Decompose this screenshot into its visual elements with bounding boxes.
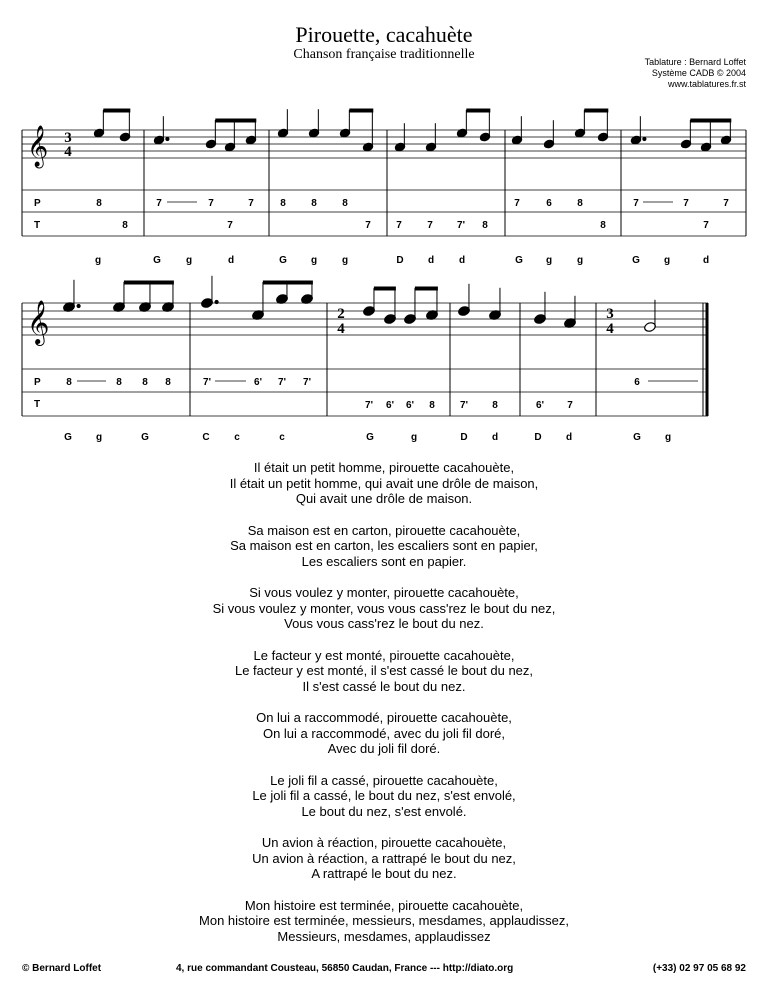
note-dot [77, 304, 80, 307]
footer-copyright: © Bernard Loffet [22, 963, 102, 974]
push-number: 7 [514, 198, 520, 209]
treble-clef: 𝄞 [27, 300, 50, 344]
time-sig-bottom: 4 [64, 144, 72, 160]
beam [691, 119, 731, 122]
notes [63, 276, 657, 333]
lyric-line: Mon histoire est terminée, pirouette cacahouète, [244, 897, 524, 913]
push-number: 7 [723, 198, 729, 209]
push-numbers [66, 377, 640, 388]
bass-chord: D [534, 432, 542, 443]
push-number: 8 [280, 198, 286, 209]
notes [93, 109, 731, 152]
lyrics [0, 460, 768, 960]
bass-chord: g [576, 255, 584, 266]
pull-number: 7 [227, 220, 233, 231]
bass-chord: G [279, 255, 287, 266]
lyric-line: Le joli fil a cassé, pirouette cacahouète, [270, 772, 498, 788]
verse [0, 460, 768, 507]
push-number: 8 [142, 377, 148, 388]
note-dot [643, 137, 646, 140]
bass-chord: G [515, 255, 523, 266]
row-label-push: P [34, 377, 41, 388]
push-number: 8 [577, 198, 583, 209]
bass-chord: G [632, 255, 640, 266]
bass-chord: G [633, 432, 641, 443]
barlines [22, 130, 746, 236]
pull-number: 8 [429, 400, 435, 411]
pull-number: 7' [457, 220, 465, 231]
verse [0, 710, 768, 757]
beam [467, 109, 490, 112]
lyric-line: Le joli fil a cassé, le bout du nez, s'est envolé, [252, 788, 516, 803]
pull-number: 7 [427, 220, 433, 231]
pull-number: 6' [386, 400, 394, 411]
lyric-line: Un avion à réaction, pirouette cacahouète, [261, 835, 507, 850]
lyric-line: Si vous voulez y monter, pirouette cacahouète, [249, 585, 519, 600]
lyric-line: Qui avait une drôle de maison. [295, 491, 473, 506]
pull-number: 8 [122, 220, 128, 231]
beam [415, 287, 437, 290]
push-number: 7' [303, 377, 311, 388]
lyric-line: Vous vous cass'rez le bout du nez. [284, 616, 484, 631]
pull-number: 7' [365, 400, 373, 411]
verse [0, 648, 768, 695]
push-number: 8 [116, 377, 122, 388]
pull-number: 7 [703, 220, 709, 231]
push-number: 7 [156, 198, 162, 209]
bass-chord: d [227, 255, 235, 266]
beam [104, 109, 130, 112]
song-title: Pirouette, cacahuète [295, 22, 473, 47]
push-number: 7 [248, 198, 254, 209]
pull-number: 8 [482, 220, 488, 231]
bass-chord: g [664, 432, 672, 443]
pull-number: 7 [567, 400, 573, 411]
lyric-line: Mon histoire est terminée, messieurs, mesdames, applaudissez, [199, 913, 569, 928]
lyric-line: A rattrapé le bout du nez. [311, 866, 457, 881]
lyric-line: Un avion à réaction, a rattrapé le bout du nez, [252, 850, 516, 866]
bass-chords [95, 255, 709, 266]
push-numbers [96, 198, 729, 209]
beam [374, 287, 395, 290]
row-label-push: P [34, 198, 41, 209]
lyric-line: Sa maison est en carton, les escaliers sont en papier, [230, 538, 538, 553]
lyric-line: Le facteur y est monté, pirouette cacahouète, [253, 647, 515, 663]
bass-chord: g [341, 255, 349, 266]
bass-chord: g [185, 255, 193, 266]
bass-chord: g [95, 432, 103, 443]
push-number: 8 [165, 377, 171, 388]
row-label-pull: T [34, 399, 41, 410]
credits-website: www.tablatures.fr.st [667, 79, 746, 89]
pull-number: 8 [492, 400, 498, 411]
push-number: 7 [683, 198, 689, 209]
bass-chord: g [410, 432, 418, 443]
pull-number: 8 [600, 220, 606, 231]
note-dot [166, 137, 169, 140]
bass-chord: G [141, 432, 149, 443]
bass-chord: g [310, 255, 318, 266]
verse [0, 773, 768, 820]
bass-chord: d [427, 255, 435, 266]
bass-chord: d [458, 255, 466, 266]
bass-chord: D [460, 432, 468, 443]
push-number: 6 [546, 198, 552, 209]
lyric-line: Sa maison est en carton, pirouette cacahouète, [247, 522, 521, 538]
verse [0, 835, 768, 882]
push-number: 8 [342, 198, 348, 209]
push-number: 7' [203, 377, 211, 388]
bass-chord: g [94, 255, 102, 266]
tablature-score [0, 0, 768, 460]
time-sig-top: 3 [64, 130, 72, 146]
bass-chord: C [202, 432, 210, 443]
push-number: 6 [634, 377, 640, 388]
lyric-line: Messieurs, mesdames, applaudissez [277, 928, 491, 944]
bass-chord: G [366, 432, 374, 443]
pull-number: 7' [460, 400, 468, 411]
push-number: 8 [311, 198, 317, 209]
time-sig-bottom: 4 [337, 321, 345, 337]
system-2 [22, 276, 708, 443]
lyric-line: Avec du joli fil doré. [327, 741, 441, 756]
push-number: 8 [96, 198, 102, 209]
pull-numbers [365, 400, 573, 411]
verse [0, 898, 768, 945]
credits-system: Système CADB © 2004 [651, 68, 746, 78]
lyric-line: Si vous voulez y monter, vous vous cass'rez le bout du nez, [212, 600, 556, 616]
bass-chord: c [234, 432, 240, 443]
time-sig-top: 3 [606, 306, 614, 322]
pull-number: 6' [406, 400, 414, 411]
beam [350, 109, 373, 112]
verse [0, 585, 768, 632]
footer-phone: (+33) 02 97 05 68 92 [652, 963, 746, 974]
push-number: 6' [254, 377, 262, 388]
bass-chord: g [663, 255, 671, 266]
bass-chord: d [702, 255, 710, 266]
credits-author: Tablature : Bernard Loffet [644, 57, 746, 67]
beam [216, 119, 256, 122]
bass-chord: d [565, 432, 573, 443]
beam [585, 109, 608, 112]
pull-number: 6' [536, 400, 544, 411]
staff-lines [22, 130, 746, 236]
note-dot [215, 300, 218, 303]
push-number: 7' [278, 377, 286, 388]
time-sig-top: 2 [337, 306, 345, 322]
bass-chord: c [279, 432, 285, 443]
lyric-line: Il était un petit homme, pirouette cacahouète, [253, 460, 515, 475]
song-subtitle: Chanson française traditionnelle [293, 47, 475, 62]
system-1 [22, 109, 746, 266]
bass-chord: d [491, 432, 499, 443]
push-number: 7 [633, 198, 639, 209]
pull-number: 7 [365, 220, 371, 231]
lyric-line: Le facteur y est monté, il s'est cassé le bout du nez, [234, 663, 534, 678]
lyric-line: Le bout du nez, s'est envolé. [301, 803, 467, 819]
bass-chord: G [153, 255, 161, 266]
bass-chord: G [64, 432, 72, 443]
pull-number: 7 [396, 220, 402, 231]
push-number: 8 [66, 377, 72, 388]
lyric-line: Il était un petit homme, qui avait une drôle de maison, [229, 475, 539, 491]
footer-address: 4, rue commandant Cousteau, 56850 Caudan, France --- http://diato.org [176, 963, 514, 974]
lyric-line: On lui a raccommodé, avec du joli fil doré, [262, 725, 506, 741]
lyric-line: Il s'est cassé le bout du nez. [302, 678, 466, 694]
bass-chord: g [545, 255, 553, 266]
treble-clef: 𝄞 [27, 126, 49, 167]
push-number: 7 [208, 198, 214, 209]
lyric-line: Les escaliers sont en papier. [301, 553, 467, 569]
verse [0, 523, 768, 570]
beam [124, 281, 173, 284]
row-label-pull: T [34, 220, 41, 231]
bass-chord: D [396, 255, 404, 266]
bass-chords [64, 432, 671, 443]
lyric-line: On lui a raccommodé, pirouette cacahouète, [256, 710, 512, 725]
beam [263, 281, 312, 284]
time-sig-bottom: 4 [606, 321, 614, 337]
